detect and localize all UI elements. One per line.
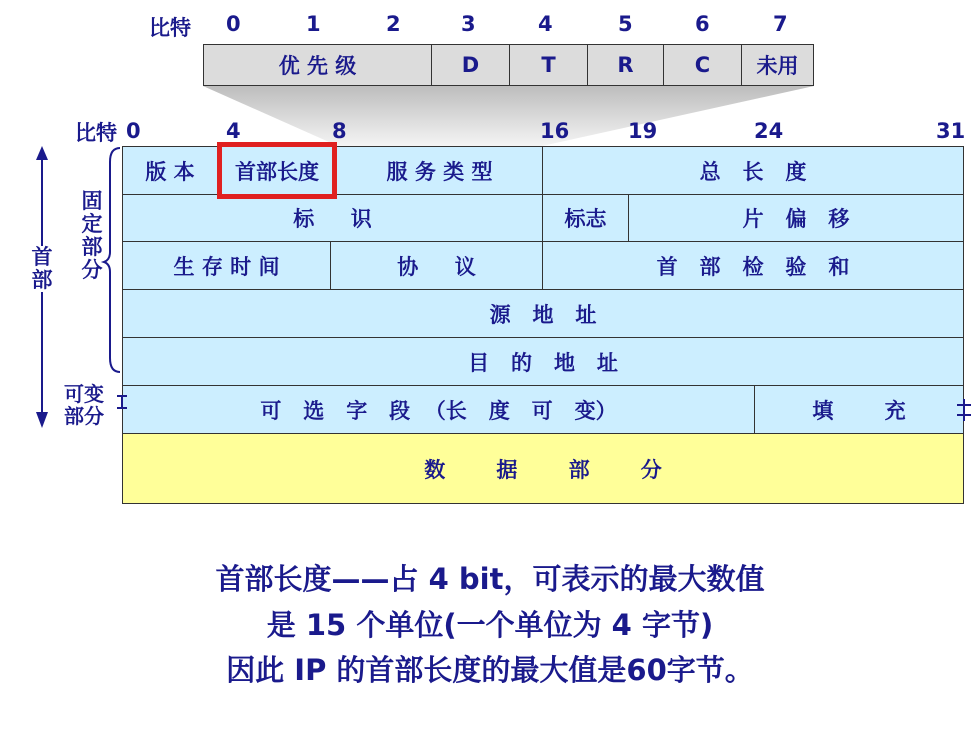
- tos-t: T: [509, 44, 588, 86]
- header-bit-31: 31: [936, 119, 966, 143]
- tos-bit-1: 1: [306, 12, 321, 36]
- field-data: 数 据 部 分: [122, 433, 964, 504]
- header-bits-label: 比特: [75, 121, 117, 145]
- tos-unused: 未用: [741, 44, 814, 86]
- field-version: 版 本: [122, 146, 218, 195]
- header-bit-24: 24: [754, 119, 784, 143]
- tos-bit-4: 4: [538, 12, 553, 36]
- header-bit-16: 16: [540, 119, 570, 143]
- tos-bit-3: 3: [461, 12, 476, 36]
- field-header-length: 首部长度: [217, 146, 337, 195]
- field-padding: 填 充: [754, 385, 964, 434]
- field-fragment-offset: 片 偏 移: [628, 194, 964, 242]
- tos-bit-0: 0: [226, 12, 241, 36]
- field-service-type: 服 务 类 型: [336, 146, 543, 195]
- field-flags: 标志: [542, 194, 629, 242]
- header-length-highlight: [217, 142, 337, 199]
- caption-line-2: 是 15 个单位(一个单位为 4 字节): [266, 608, 714, 642]
- field-checksum: 首 部 检 验 和: [542, 241, 964, 290]
- field-source-address: 源 地 址: [122, 289, 964, 338]
- header-bit-8: 8: [332, 119, 347, 143]
- field-identification: 标 识: [122, 194, 543, 242]
- tos-bit-2: 2: [386, 12, 401, 36]
- field-ttl: 生 存 时 间: [122, 241, 331, 290]
- tos-c: C: [663, 44, 742, 86]
- tos-bit-6: 6: [695, 12, 710, 36]
- caption-line-1: 首部长度——占 4 bit，可表示的最大数值: [215, 562, 765, 596]
- header-bit-19: 19: [628, 119, 658, 143]
- field-options: 可 选 字 段 （长 度 可 变）: [122, 385, 755, 434]
- header-bit-4: 4: [226, 119, 241, 143]
- tos-bit-7: 7: [773, 12, 788, 36]
- side-label-variable: 可变部分: [64, 382, 104, 428]
- header-bit-0: 0: [126, 119, 141, 143]
- tos-bits-label: 比特: [149, 16, 191, 40]
- field-protocol: 协 议: [330, 241, 543, 290]
- caption-line-3: 因此 IP 的首部长度的最大值是60字节。: [226, 653, 754, 687]
- tos-priority: 优 先 级: [203, 44, 432, 86]
- tos-r: R: [587, 44, 664, 86]
- tos-expansion-funnel: [0, 0, 980, 150]
- side-label-fixed: 固定部分: [81, 189, 103, 282]
- tos-d: D: [431, 44, 510, 86]
- field-destination-address: 目 的 地 址: [122, 337, 964, 386]
- tos-bit-5: 5: [618, 12, 633, 36]
- field-total-length: 总 长 度: [542, 146, 964, 195]
- side-label-header: 首部: [29, 246, 55, 292]
- padding-marker: [955, 395, 975, 425]
